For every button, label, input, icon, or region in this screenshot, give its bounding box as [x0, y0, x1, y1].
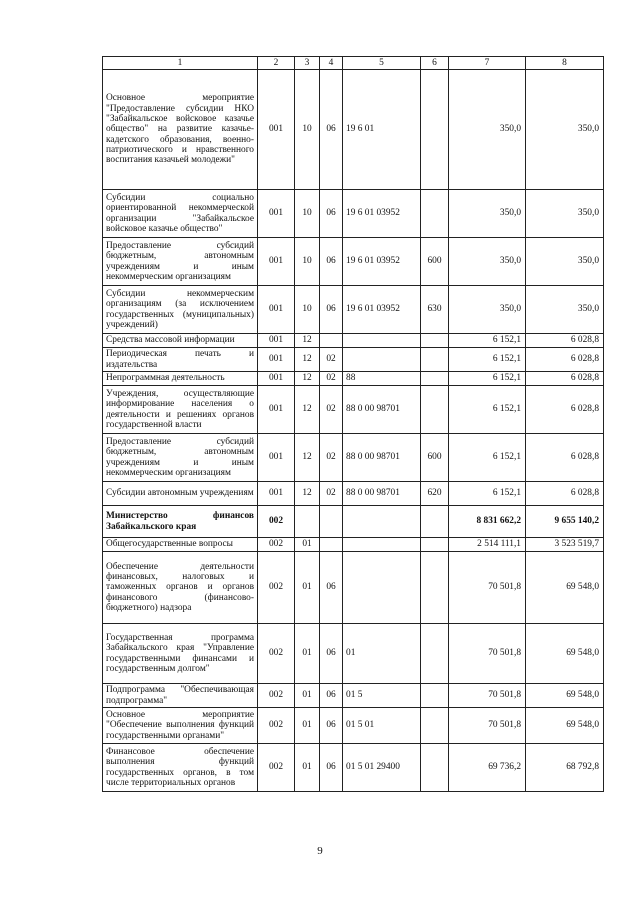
amount-year1-cell: 350,0	[449, 286, 526, 334]
amount-year1-cell: 70 501,8	[449, 624, 526, 684]
subsection-cell: 06	[320, 238, 343, 286]
item-name-cell: Непрограммная деятельность	[103, 372, 258, 386]
table-row	[103, 238, 604, 286]
item-name-cell: Предоставление субсидий бюджетным, автономным учреждениям и иным некоммерческим организациям	[103, 434, 258, 482]
admin-code-cell: 002	[258, 506, 295, 538]
admin-code-cell: 002	[258, 552, 295, 624]
amount-year1-cell: 350,0	[449, 70, 526, 190]
table-row	[103, 624, 604, 684]
subsection-cell: 02	[320, 386, 343, 434]
section-cell: 12	[295, 482, 320, 506]
amount-year1-cell: 2 514 111,1	[449, 538, 526, 552]
admin-code-cell: 001	[258, 238, 295, 286]
table-row	[103, 482, 604, 506]
item-name-cell: Основное мероприятие "Обеспечение выполнения функций государственными органами"	[103, 708, 258, 744]
amount-year2-cell: 6 028,8	[526, 348, 604, 372]
amount-year1-cell: 70 501,8	[449, 684, 526, 708]
expense-type-cell	[421, 744, 449, 792]
expense-type-cell	[421, 190, 449, 238]
item-name-cell: Периодическая печать и издательства	[103, 348, 258, 372]
amount-year1-cell: 6 152,1	[449, 434, 526, 482]
expense-type-cell: 630	[421, 286, 449, 334]
amount-year2-cell: 350,0	[526, 70, 604, 190]
table-row	[103, 190, 604, 238]
amount-year1-cell: 6 152,1	[449, 334, 526, 348]
target-article-cell: 88 0 00 98701	[343, 386, 421, 434]
subsection-cell: 02	[320, 434, 343, 482]
page-number: 9	[317, 845, 323, 857]
item-name-cell: Предоставление субсидий бюджетным, автономным учреждениям и иным некоммерческим организациям	[103, 238, 258, 286]
item-name-cell: Субсидии социально ориентированной некоммерческой организации "Забайкальское войсковое казачье общество"	[103, 190, 258, 238]
section-cell: 10	[295, 70, 320, 190]
amount-year1-cell: 6 152,1	[449, 386, 526, 434]
admin-code-cell: 002	[258, 744, 295, 792]
target-article-cell	[343, 334, 421, 348]
section-cell: 12	[295, 348, 320, 372]
subsection-cell: 02	[320, 482, 343, 506]
subsection-cell: 06	[320, 744, 343, 792]
subsection-cell: 06	[320, 190, 343, 238]
item-name-cell: Подпрограмма "Обеспечивающая подпрограмма"	[103, 684, 258, 708]
expense-type-cell	[421, 624, 449, 684]
item-name-cell: Общегосударственные вопросы	[103, 538, 258, 552]
admin-code-cell: 001	[258, 386, 295, 434]
header-cell: 2	[258, 57, 295, 70]
expense-type-cell	[421, 538, 449, 552]
expense-type-cell	[421, 708, 449, 744]
item-name-cell: Министерство финансов Забайкальского края	[103, 506, 258, 538]
subsection-cell: 02	[320, 372, 343, 386]
admin-code-cell: 001	[258, 286, 295, 334]
target-article-cell: 88 0 00 98701	[343, 434, 421, 482]
subsection-cell: 06	[320, 70, 343, 190]
target-article-cell: 01 5 01 29400	[343, 744, 421, 792]
expense-type-cell	[421, 552, 449, 624]
target-article-cell	[343, 348, 421, 372]
target-article-cell	[343, 552, 421, 624]
table-row	[103, 708, 604, 744]
amount-year2-cell: 3 523 519,7	[526, 538, 604, 552]
admin-code-cell: 002	[258, 538, 295, 552]
amount-year2-cell: 6 028,8	[526, 372, 604, 386]
amount-year1-cell: 8 831 662,2	[449, 506, 526, 538]
amount-year2-cell: 6 028,8	[526, 334, 604, 348]
budget-table	[102, 56, 604, 792]
subsection-cell: 06	[320, 624, 343, 684]
expense-type-cell	[421, 386, 449, 434]
subsection-cell: 02	[320, 348, 343, 372]
item-name-cell: Обеспечение деятельности финансовых, налоговых и таможенных органов и органов финансового (финансово-бюджетного) надзора	[103, 552, 258, 624]
expense-type-cell: 600	[421, 238, 449, 286]
section-cell: 12	[295, 386, 320, 434]
table-row	[103, 334, 604, 348]
target-article-cell: 19 6 01 03952	[343, 286, 421, 334]
table-row	[103, 744, 604, 792]
item-name-cell: Средства массовой информации	[103, 334, 258, 348]
admin-code-cell: 002	[258, 684, 295, 708]
header-cell: 7	[449, 57, 526, 70]
amount-year2-cell: 6 028,8	[526, 434, 604, 482]
section-cell: 01	[295, 538, 320, 552]
table-row	[103, 348, 604, 372]
amount-year1-cell: 6 152,1	[449, 372, 526, 386]
expense-type-cell	[421, 372, 449, 386]
expense-type-cell	[421, 348, 449, 372]
table-row	[103, 684, 604, 708]
amount-year1-cell: 70 501,8	[449, 552, 526, 624]
target-article-cell: 88 0 00 98701	[343, 482, 421, 506]
amount-year2-cell: 9 655 140,2	[526, 506, 604, 538]
amount-year2-cell: 69 548,0	[526, 552, 604, 624]
amount-year1-cell: 6 152,1	[449, 482, 526, 506]
admin-code-cell: 001	[258, 70, 295, 190]
section-cell: 10	[295, 286, 320, 334]
expense-type-cell: 600	[421, 434, 449, 482]
subsection-cell	[320, 334, 343, 348]
header-cell: 5	[343, 57, 421, 70]
amount-year2-cell: 350,0	[526, 238, 604, 286]
section-cell: 10	[295, 238, 320, 286]
header-cell: 8	[526, 57, 604, 70]
admin-code-cell: 001	[258, 434, 295, 482]
section-cell: 01	[295, 708, 320, 744]
table-row	[103, 386, 604, 434]
expense-type-cell	[421, 506, 449, 538]
header-cell: 1	[103, 57, 258, 70]
target-article-cell: 88	[343, 372, 421, 386]
amount-year2-cell: 68 792,8	[526, 744, 604, 792]
table-row	[103, 506, 604, 538]
target-article-cell: 19 6 01 03952	[343, 238, 421, 286]
item-name-cell: Государственная программа Забайкальского края "Управление государственными финансами и государственным долгом"	[103, 624, 258, 684]
header-cell: 3	[295, 57, 320, 70]
amount-year2-cell: 350,0	[526, 190, 604, 238]
amount-year2-cell: 69 548,0	[526, 624, 604, 684]
subsection-cell	[320, 506, 343, 538]
amount-year1-cell: 70 501,8	[449, 708, 526, 744]
section-cell: 10	[295, 190, 320, 238]
table-row	[103, 372, 604, 386]
expense-type-cell	[421, 334, 449, 348]
amount-year2-cell: 69 548,0	[526, 684, 604, 708]
section-cell: 01	[295, 624, 320, 684]
section-cell: 01	[295, 684, 320, 708]
item-name-cell: Основное мероприятие "Предоставление субсидии НКО "Забайкальское войсковое казачье общество" на развитие казачье-кадетского образования, военно-патриотического и нравственного воспитания казачьей молодежи"	[103, 70, 258, 190]
item-name-cell: Финансовое обеспечение выполнения функций государственных органов, в том числе территориальных органов	[103, 744, 258, 792]
admin-code-cell: 001	[258, 372, 295, 386]
table-row	[103, 434, 604, 482]
subsection-cell: 06	[320, 286, 343, 334]
subsection-cell	[320, 538, 343, 552]
admin-code-cell: 001	[258, 334, 295, 348]
table-body	[103, 57, 604, 792]
admin-code-cell: 002	[258, 708, 295, 744]
target-article-cell: 01 5	[343, 684, 421, 708]
section-cell: 12	[295, 372, 320, 386]
section-cell: 01	[295, 552, 320, 624]
admin-code-cell: 001	[258, 482, 295, 506]
target-article-cell: 19 6 01	[343, 70, 421, 190]
amount-year1-cell: 69 736,2	[449, 744, 526, 792]
header-row	[103, 57, 604, 70]
target-article-cell: 01 5 01	[343, 708, 421, 744]
target-article-cell: 19 6 01 03952	[343, 190, 421, 238]
header-cell: 4	[320, 57, 343, 70]
amount-year1-cell: 6 152,1	[449, 348, 526, 372]
subsection-cell: 06	[320, 552, 343, 624]
item-name-cell: Субсидии некоммерческим организациям (за исключением государственных (муниципальных) учреждений)	[103, 286, 258, 334]
expense-type-cell	[421, 70, 449, 190]
section-cell: 12	[295, 434, 320, 482]
table-row	[103, 552, 604, 624]
header-cell: 6	[421, 57, 449, 70]
expense-type-cell	[421, 684, 449, 708]
subsection-cell: 06	[320, 708, 343, 744]
subsection-cell: 06	[320, 684, 343, 708]
section-cell: 01	[295, 744, 320, 792]
admin-code-cell: 001	[258, 190, 295, 238]
table-row	[103, 538, 604, 552]
expense-type-cell: 620	[421, 482, 449, 506]
target-article-cell	[343, 538, 421, 552]
item-name-cell: Учреждения, осуществляющие информирование населения о деятельности и решениях органов государственной власти	[103, 386, 258, 434]
amount-year2-cell: 6 028,8	[526, 482, 604, 506]
admin-code-cell: 001	[258, 348, 295, 372]
table-row	[103, 286, 604, 334]
amount-year2-cell: 350,0	[526, 286, 604, 334]
amount-year1-cell: 350,0	[449, 238, 526, 286]
section-cell: 12	[295, 334, 320, 348]
amount-year1-cell: 350,0	[449, 190, 526, 238]
amount-year2-cell: 6 028,8	[526, 386, 604, 434]
amount-year2-cell: 69 548,0	[526, 708, 604, 744]
admin-code-cell: 002	[258, 624, 295, 684]
table-row	[103, 70, 604, 190]
target-article-cell	[343, 506, 421, 538]
section-cell	[295, 506, 320, 538]
target-article-cell: 01	[343, 624, 421, 684]
item-name-cell: Субсидии автономным учреждениям	[103, 482, 258, 506]
